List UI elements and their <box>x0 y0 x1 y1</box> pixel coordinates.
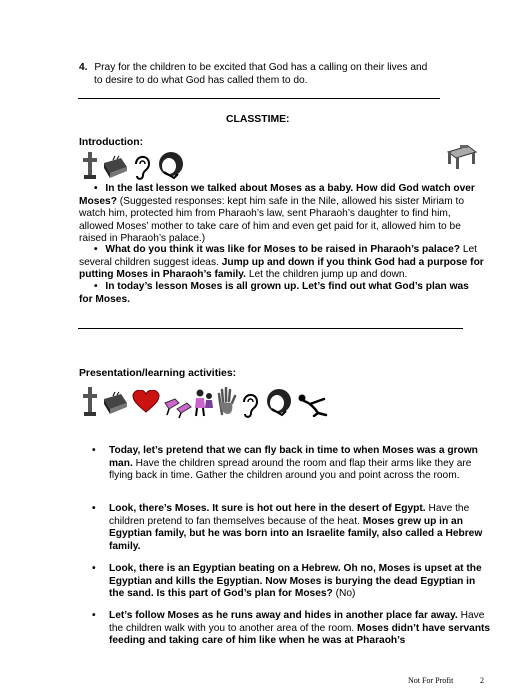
pres-b1-bold: Today, let’s pretend that we can fly back in time to when Moses was a grown man. <box>109 445 478 469</box>
item-4 <box>79 62 459 87</box>
hand-icon <box>216 386 238 416</box>
bullet: • <box>94 281 98 292</box>
intro-p1-rest: (Suggested responses: kept him safe in the Nile, allowed his sister Miriam to watch him, protected him from Pharaoh’s law, sent Pharaoh’s daughter to find him, allowed Moses’ mother to take care of him and even get paid for it, allowed him to be raised in Pharaoh’s palace.) <box>79 195 465 244</box>
bullet: • <box>94 244 98 255</box>
presentation-heading: Presentation/learning activities: <box>79 368 237 379</box>
intro-p2-mid: Let several children suggest ideas. <box>79 244 477 268</box>
ear-icon <box>239 390 261 420</box>
item-4-line1: Pray for the children to be excited that God has a calling on their lives and <box>94 62 428 73</box>
footer-label: Not For Profit <box>408 676 454 685</box>
praying-head-icon <box>264 387 294 419</box>
presentation-bullet-2 <box>92 503 492 553</box>
presentation-bullet-1 <box>92 445 492 483</box>
heart-icon <box>132 390 160 414</box>
intro-p2-bold1: What do you think it was like for Moses to be raised in Pharaoh’s palace? <box>105 244 460 255</box>
bible-icon <box>101 391 129 417</box>
cross-icon <box>80 385 100 417</box>
intro-paragraph-1 <box>79 183 485 246</box>
item-4-number: 4. <box>79 62 88 73</box>
pres-b3-bold: Look, there is an Egyptian beating on a Hebrew. Oh no, Moses is upset at the Egyptian and kills the Egyptian. Now Moses is burying the dead Egyptian in the sand. Is this part of God’s plan for Moses? <box>109 563 482 599</box>
bullet: • <box>92 563 96 574</box>
pres-b1-rest: Have the children spread around the room and flap their arms like they are flying back in time. Gather the children around you and point across the room. <box>109 457 472 481</box>
bullet: • <box>92 445 96 456</box>
bible-icon <box>101 155 129 181</box>
intro-p1-bold: In the last lesson we talked about Moses as a baby. How did God watch over Moses? <box>79 183 475 207</box>
bullet: • <box>94 183 98 194</box>
item-4-line2: to desire to do what God has called them to do. <box>94 74 308 86</box>
page-number: 2 <box>480 676 484 685</box>
presentation-bullet-3 <box>92 563 492 601</box>
bullet: • <box>92 503 96 514</box>
intro-p3-bold: In today’s lesson Moses is all grown up. Let’s find out what God’s plan was for Moses. <box>79 281 469 305</box>
praying-head-icon <box>156 150 186 182</box>
classtime-heading: CLASSTIME: <box>226 114 290 125</box>
pres-b4-mid: Have the children walk with you to another area of the room. <box>109 610 485 634</box>
cross-icon <box>80 150 100 180</box>
intro-heading: Introduction: <box>79 137 144 148</box>
bullet: • <box>92 610 96 621</box>
intro-p2-rest: Let the children jump up and down. <box>245 269 408 280</box>
intro-p2-bold2: Jump up and down if you think God had a purpose for putting Moses in Pharaoh’s family. <box>79 256 484 280</box>
desk-icon <box>444 142 478 172</box>
intro-paragraph-2 <box>79 244 485 282</box>
intro-paragraph-3 <box>79 281 485 306</box>
divider-1 <box>78 98 440 99</box>
stretching-figure-icon <box>296 393 328 417</box>
ear-icon <box>131 152 153 182</box>
kids-icon <box>192 388 214 418</box>
pres-b4-bold2: Moses didn’t have servants feeding and taking care of him like when he was at Pharaoh’s <box>109 622 491 646</box>
divider-2 <box>78 328 463 329</box>
pres-b4-bold: Let’s follow Moses as he runs away and hides in another place far away. <box>109 610 458 621</box>
pres-b2-bold2: Moses grew up in an Egyptian family, but he was born into an Israelite family, also called a Hebrew family. <box>109 515 483 552</box>
presentation-bullet-4 <box>92 610 492 648</box>
pres-b2-bold: Look, there’s Moses. It sure is hot out here in the desert of Egypt. <box>109 503 426 514</box>
pres-b2-mid: Have the children pretend to fan themselves because of the heat. <box>109 503 470 527</box>
hands-passing-icon <box>163 391 193 419</box>
pres-b3-rest: (No) <box>332 588 356 599</box>
